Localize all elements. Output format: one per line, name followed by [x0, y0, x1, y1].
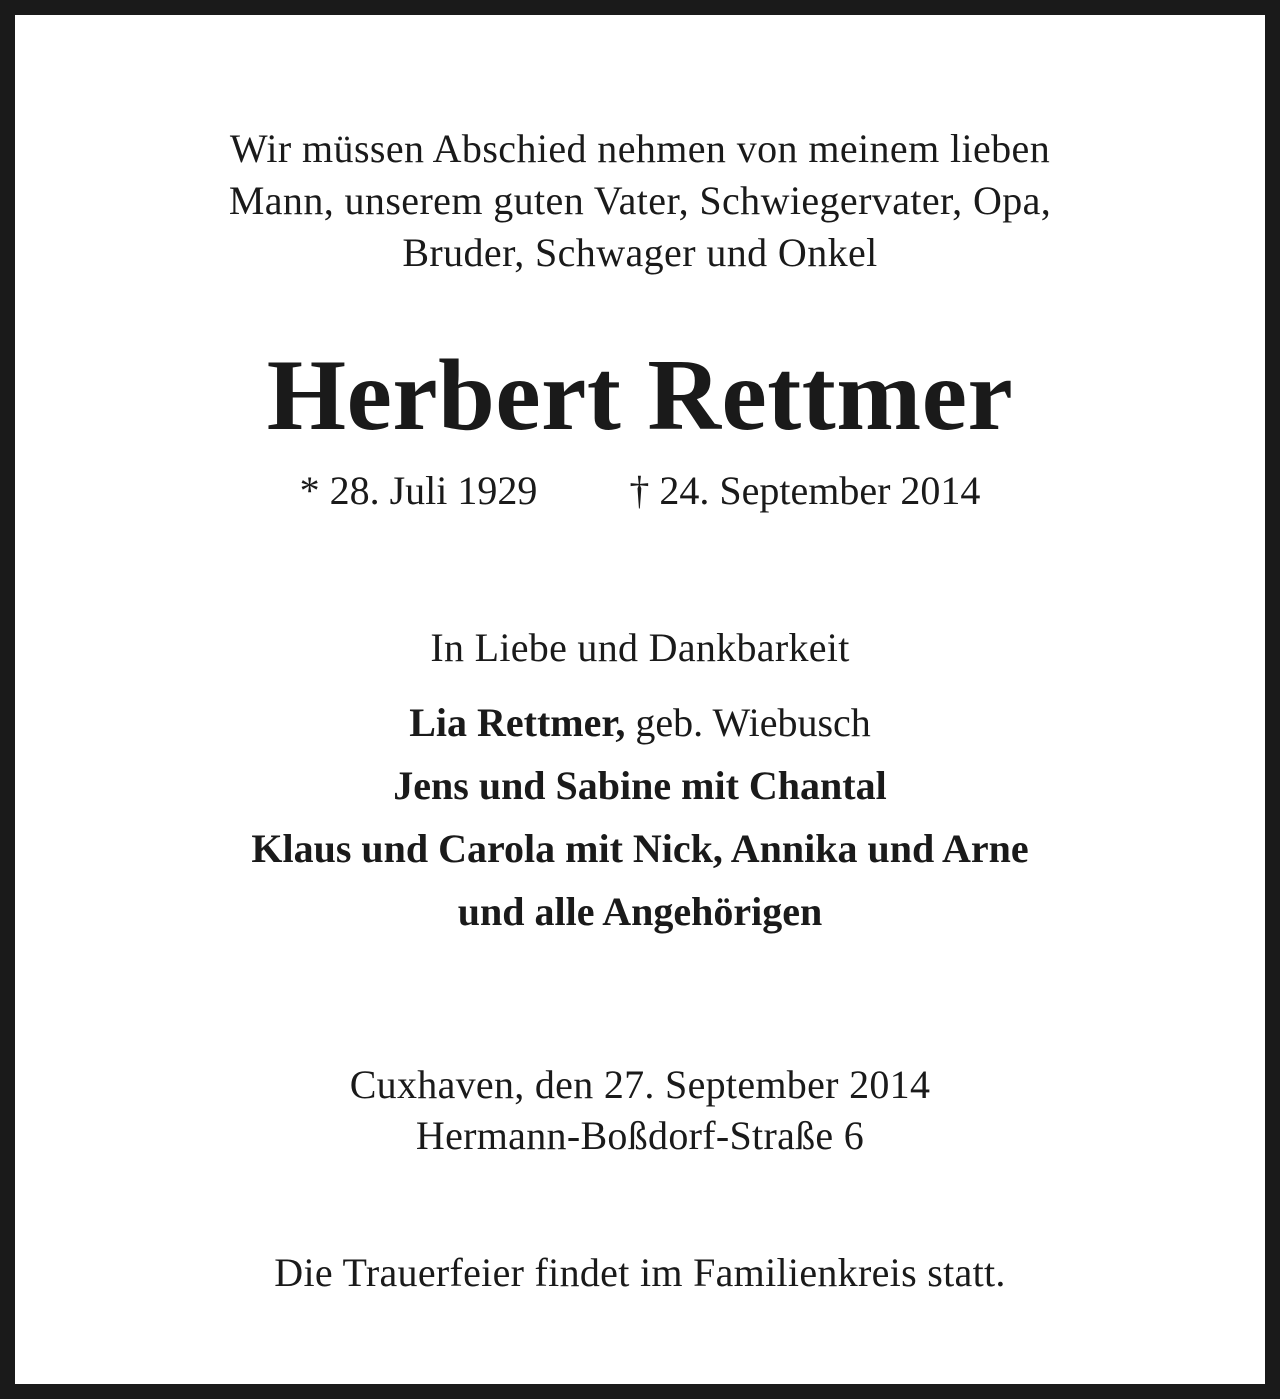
intro-line-1: Wir müssen Abschied nehmen von meinem lieben	[229, 126, 1051, 171]
birth-date: * 28. Juli 1929	[299, 468, 538, 513]
life-dates	[15, 468, 1265, 513]
spouse-name: Lia Rettmer,	[409, 700, 626, 745]
ceremony-note: Die Trauerfeier findet im Familienkreis statt.	[274, 1250, 1006, 1295]
place-date: Cuxhaven, den 27. September 2014	[349, 1062, 931, 1107]
dedication: In Liebe und Dankbarkeit	[430, 625, 850, 670]
mourner-family-2: Klaus und Carola mit Nick, Annika und Arne	[251, 826, 1029, 871]
intro-line-3: Bruder, Schwager und Onkel	[402, 230, 878, 275]
spouse-maiden-name: geb. Wiebusch	[635, 700, 871, 745]
mourner-family-1: Jens und Sabine mit Chantal	[393, 763, 887, 808]
mourner-spouse	[15, 700, 1265, 745]
mourner-family-3: und alle Angehörigen	[457, 889, 823, 934]
deceased-name: Herbert Rettmer	[266, 339, 1014, 452]
death-date: † 24. September 2014	[629, 468, 981, 513]
intro-line-2: Mann, unserem guten Vater, Schwiegervater, Opa,	[228, 178, 1052, 223]
address: Hermann-Boßdorf-Straße 6	[415, 1113, 865, 1158]
